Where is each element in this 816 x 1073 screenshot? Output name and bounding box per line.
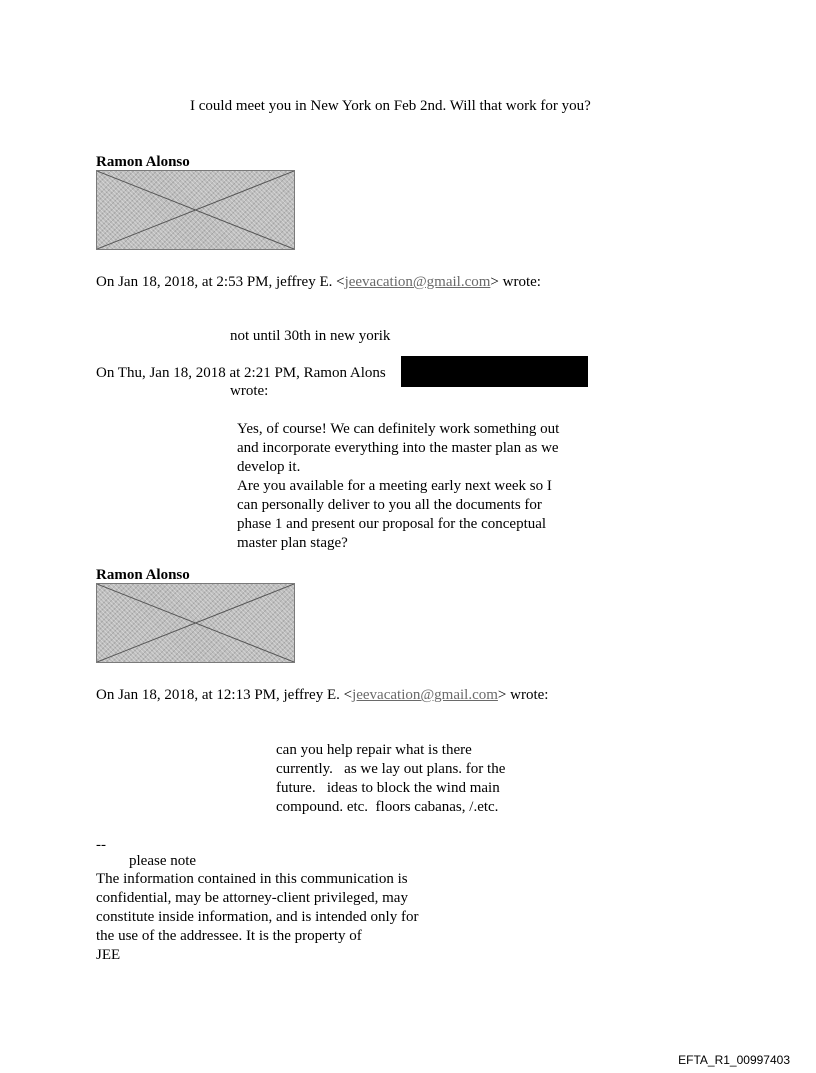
email-link[interactable]: jeevacation@gmail.com (344, 274, 491, 290)
message-line: currently. as we lay out plans. for the (276, 761, 506, 777)
signature-separator: -- (96, 837, 106, 853)
header-prefix: On Jan 18, 2018, at 2:53 PM, jeffrey E. < (96, 274, 345, 290)
message-line: future. ideas to block the wind main (276, 780, 500, 796)
disclaimer-line: JEE (96, 947, 121, 963)
message-line: I could meet you in New York on Feb 2nd. Will that work for you? (190, 98, 591, 114)
broken-image-placeholder (96, 583, 295, 663)
image-cross-icon (97, 584, 294, 662)
disclaimer-line: The information contained in this communication is (96, 871, 408, 887)
header-suffix: > wrote: (497, 687, 549, 703)
quoted-message (237, 420, 597, 553)
message-line: compound. etc. floors cabanas, /.etc. (276, 799, 499, 815)
disclaimer-line: confidential, may be attorney-client privileged, may (96, 890, 408, 906)
image-cross-icon (97, 171, 294, 249)
document-id: EFTA_R1_00997403 (678, 1053, 790, 1067)
message-line: can you help repair what is there (276, 742, 472, 758)
quote-header: On Thu, Jan 18, 2018 at 2:21 PM, Ramon Alons (96, 365, 386, 381)
message-line: develop it. (237, 459, 301, 475)
message-line: phase 1 and present our proposal for the conceptual (237, 516, 547, 532)
reply-text: not until 30th in new yorik (230, 328, 391, 344)
disclaimer-text (96, 870, 496, 965)
disclaimer-note: please note (129, 853, 197, 869)
message-line: Yes, of course! We can definitely work something out (237, 421, 560, 437)
email-link[interactable]: jeevacation@gmail.com (352, 687, 498, 703)
redaction-box (401, 356, 588, 387)
message-line: Are you available for a meeting early next week so I (237, 478, 552, 494)
quote-header (96, 273, 541, 292)
message-line: and incorporate everything into the master plan as we (237, 440, 559, 456)
quote-header (96, 686, 548, 705)
disclaimer-line: constitute inside information, and is intended only for (96, 909, 419, 925)
quote-header-wrote: wrote: (230, 383, 269, 399)
quoted-message (276, 741, 576, 817)
message-line: can personally deliver to you all the documents for (237, 497, 542, 513)
disclaimer-line: the use of the addressee. It is the property of (96, 928, 362, 944)
message-line: master plan stage? (237, 535, 348, 551)
signature-name: Ramon Alonso (96, 154, 190, 170)
header-suffix: > wrote: (490, 274, 541, 290)
header-prefix: On Jan 18, 2018, at 12:13 PM, jeffrey E. < (96, 687, 353, 703)
broken-image-placeholder (96, 170, 295, 250)
signature-name: Ramon Alonso (96, 567, 190, 583)
